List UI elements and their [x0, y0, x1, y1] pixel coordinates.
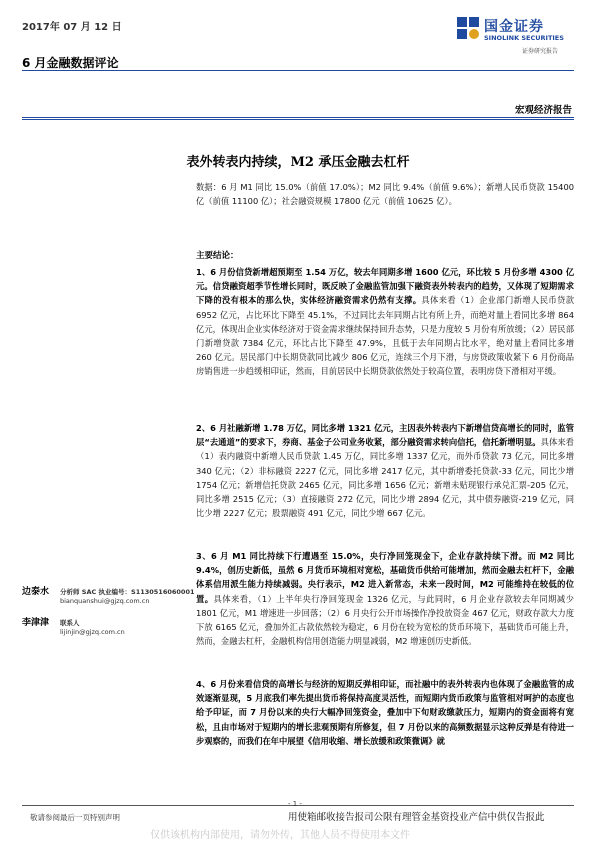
point-4-highlight: 4、6 月份来看信贷的高增长与经济的短期反弹相印证，而社融中的表外转表内也体现了金融监管的成效逐渐显现，5 月底我们率先提出货币将保持高度灵活性，而短期内货币政策与监管相对呵护的态度也给予印证，而 7 月份以来的央行大幅净回笼资金，叠加中下旬财政缴款压力，短期内的资金面将有宽松，且由市场对于短期内的增长悲观预期有所修复，但 7 月份以来的高频数据显示这种反弹是有待进一步观察的，而我们在年中展望《信用收缩、增长放缓和政策微调》就	[196, 679, 574, 746]
analyst-1	[22, 584, 195, 605]
conclusion-point-2	[196, 421, 574, 520]
analyst-2-email[interactable]: lijinjin@gjzq.com.cn	[60, 628, 125, 636]
report-date: 2017年 07 月 12 日	[22, 22, 122, 33]
logo-mark-icon	[456, 16, 480, 40]
conclusions-heading: 主要结论：	[196, 251, 239, 261]
category-divider-bottom	[22, 119, 574, 120]
conclusion-point-1	[196, 265, 574, 379]
report-category: 宏观经济报告	[514, 105, 572, 116]
analyst-1-email[interactable]: bianquanshui@gjzq.com.cn	[60, 597, 150, 605]
analyst-2-name: 李津津	[22, 618, 50, 628]
point-2-highlight: 2、6 月社融新增 1.78 万亿，同比多增 1321 亿元，主因表外转表内下新增信贷高增长的同时，监管层“去通道”的要求下，券商、基金子公司业务收紧，部分融资需求转向信托，信托新增明显。	[196, 423, 574, 448]
analyst-1-role: 分析师 SAC 执业编号：S1130516060001	[60, 588, 195, 596]
distribution-notice: 用使箱邮收接告报司公限有理管金基资投业产信中供仅告报此	[288, 812, 545, 823]
analyst-2	[22, 615, 125, 636]
conclusion-point-3	[196, 549, 574, 648]
disclaimer-note: 敬请参阅最后一页特别声明	[30, 813, 120, 822]
logo-chinese-name: 国金证券	[484, 19, 544, 35]
watermark: 仅供该机构内部使用，请勿外传，其他人员不得使用本文件	[150, 830, 410, 841]
point-3-highlight: 3、6 月 M1 同比持续下行遭遇至 15.0%，央行净回笼现金下，企业存款持续下滑。而 M2 同比 9.4%，创历史新低，虽然 6 月货币环境相对宽松，基础货币供给可能增加，然而金融去杠杆下，金融体系信用派生能力持续减弱。央行表示，M2 进入新常态，未来一段时间，M2 可能维持在较低的位置。	[196, 551, 574, 604]
logo-english-name: SINOLINK SECURITIES	[484, 34, 564, 42]
conclusion-point-4	[196, 677, 574, 748]
point-1-highlight: 1、6 月份信贷新增超预期至 1.54 万亿，较去年同期多增 1600 亿元，环比较 5 月份多增 4300 亿元。信贷融资超季节性增长同时，既反映了金融监管加强下融资表外转表内的趋势，又体现了短期需求下降的没有根本的那么快，实体经济融资需求仍然有支撑。	[196, 267, 574, 306]
logo-tagline: 证券研究报告	[522, 48, 559, 55]
analyst-2-role: 联系人	[60, 619, 80, 627]
page-number: - 1 -	[288, 800, 302, 808]
point-2-text: 具体来看（1）表内融资中新增人民币贷款 1.45 万亿，同比多增 1337 亿元，而外币贷款 73 亿元，同比多增 340 亿元；（2）非标融资 2227 亿元，同比多增 2417 亿元，其中新增委托贷款-33 亿元，同比少增 1754 亿元；新增信托贷款 2465 亿元，同比多增 1656 亿元；新增未贴现银行承兑汇票-205 亿元，同比多增 2515 亿元；（3）直接融资 272 亿元，同比少增 2894 亿元，其中债券融资-219 亿元，同比少增 2227 亿元；股票融资 491 亿元，同比少增 667 亿元。	[196, 437, 574, 519]
analyst-1-name: 边泰水	[22, 587, 50, 597]
point-3-text: 具体来看，（1）上半年央行净回笼现金 1326 亿元，与此同时，6 月企业存款较去年同期减少 1801 亿元，M1 增速进一步回落；（2）6 月央行公开市场操作净投放资金 467 亿元，财政存款大力度下放 6165 亿元，叠加外汇占款依然较为稳定，6 月份在较为宽松的货币环境下，基础货币可能上升，然而，金融去杠杆，金融机构信用创造能力明显减弱，M2 增速创历史新低。	[196, 593, 574, 647]
data-summary-paragraph: 数据：6 月 M1 同比 15.0%（前值 17.0%）；M2 同比 9.4%（前值 9.6%）；新增人民币贷款 15400 亿（前值 11100 亿）；社会融资规模 17800 亿元（前值 10625 亿）。	[196, 182, 574, 207]
point-1-text: 具体来看（1）企业部门新增人民币贷款 6952 亿元，占比环比下降至 45.1%，不过同比去年同期占比有所上升，而绝对量上看同比多增 864 亿元，体现出企业实体经济对于资金需求继续保持回升态势，只是力度较 5 月份有所放缓；（2）居民部门新增贷款 7384 亿元，环比占比下降至 47.9%，且低于去年同期占比水平，绝对量上看同比多增 260 亿元。居民部门中长期贷款同比减少 806 亿元，连续三个月下滑，与房贷政策收紧下 6 月份商品房销售进一步趋缓相印证，然而，目前居民中长期贷款依然处于较高位置，表明房贷下滑相对平缓。	[196, 295, 574, 377]
header-divider	[22, 70, 574, 71]
company-logo	[456, 14, 574, 54]
main-title: 表外转表内持续，M2 承压金融去杠杆	[186, 155, 410, 170]
report-series-title: 6 月金融数据评论	[22, 56, 119, 70]
category-divider-top	[22, 117, 574, 118]
